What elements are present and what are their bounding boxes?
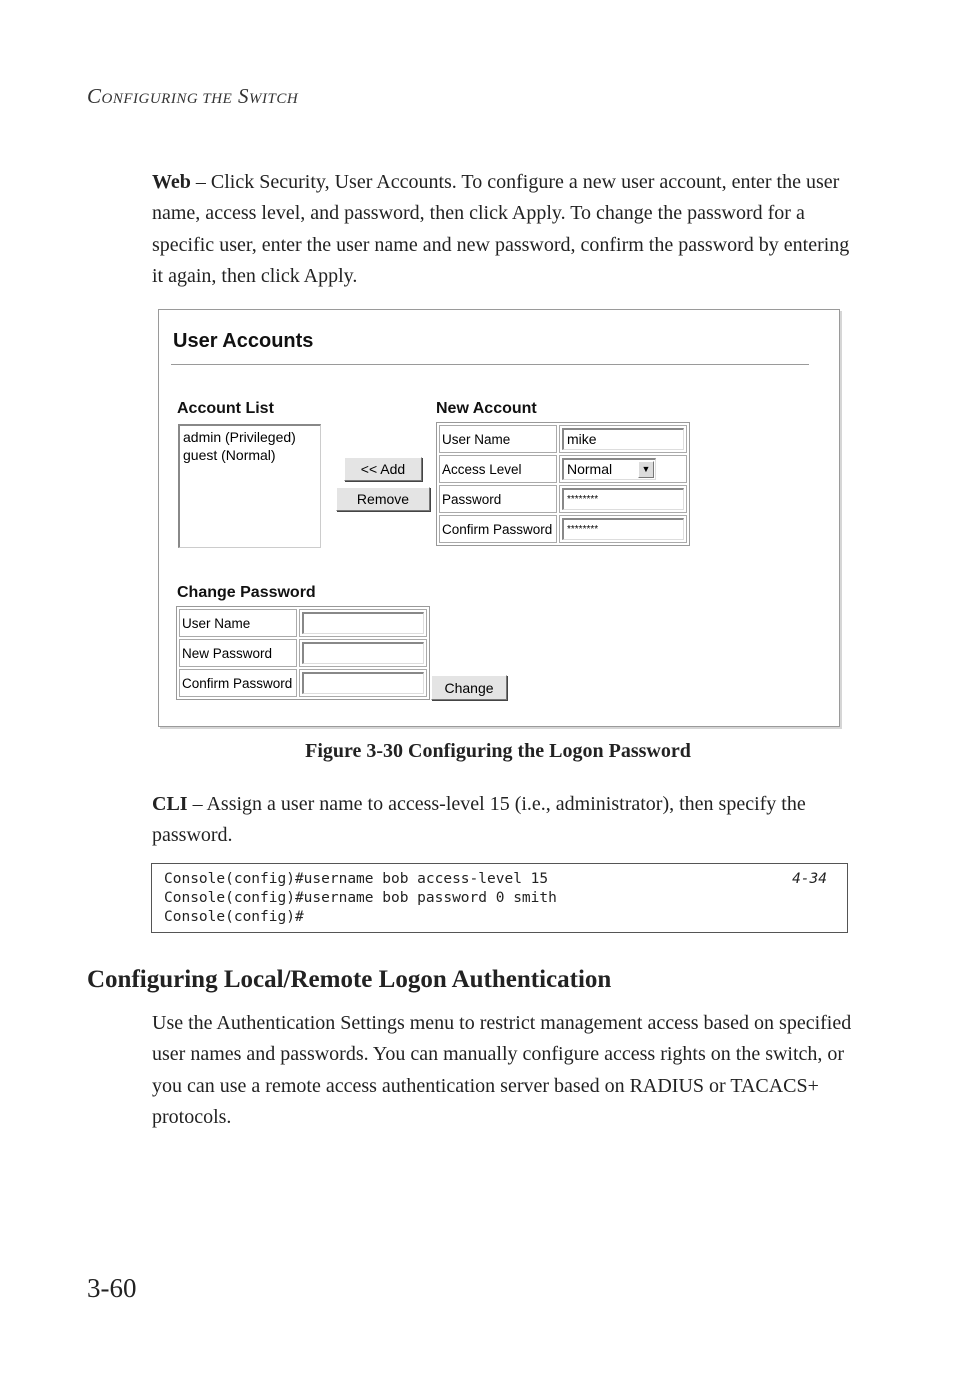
- change-button[interactable]: Change: [431, 675, 507, 700]
- list-item[interactable]: guest (Normal): [183, 447, 276, 463]
- user-accounts-screenshot: [158, 309, 840, 727]
- change-user-name-label: User Name: [179, 609, 297, 637]
- cli-lead: CLI: [152, 793, 188, 815]
- new-confirm-password-label: Confirm Password: [439, 515, 557, 543]
- add-button[interactable]: << Add: [344, 457, 422, 481]
- auth-paragraph: Use the Authentication Settings menu to restrict management access based on specified user names and passwords. You can manually configure access rights on the switch, or you can use a remote access authentication server based on RADIUS or TACACS+ protocols.: [152, 1012, 852, 1128]
- account-list-box[interactable]: [178, 424, 321, 548]
- change-confirm-password-label: Confirm Password: [179, 669, 297, 697]
- list-item[interactable]: admin (Privileged): [183, 429, 296, 445]
- screenshot-title: User Accounts: [173, 330, 314, 352]
- new-user-name-input[interactable]: mike: [562, 428, 684, 450]
- code-line: Console(config)#: [164, 909, 304, 925]
- access-level-label: Access Level: [439, 455, 557, 483]
- new-confirm-password-input[interactable]: ********: [562, 518, 684, 540]
- change-new-password-input[interactable]: [302, 642, 424, 664]
- code-block: [151, 863, 848, 933]
- section-heading: Configuring Local/Remote Logon Authentication: [87, 966, 612, 993]
- account-list-label: Account List: [177, 400, 274, 417]
- page-number: 3-60: [87, 1273, 137, 1303]
- change-confirm-password-input[interactable]: [302, 672, 424, 694]
- change-password-table: [176, 606, 430, 700]
- code-line: Console(config)#username bob password 0 smith: [164, 890, 557, 906]
- title-divider: [171, 364, 809, 365]
- new-account-table: [436, 422, 690, 546]
- web-lead: Web: [152, 171, 191, 193]
- new-user-name-label: User Name: [439, 425, 557, 453]
- running-header: CONFIGURING THE SWITCH: [87, 84, 299, 108]
- cli-paragraph: CLI – Assign a user name to access-level 15 (i.e., administrator), then specify the password.: [152, 793, 806, 847]
- remove-button[interactable]: Remove: [336, 487, 430, 511]
- new-password-input[interactable]: ********: [562, 488, 684, 510]
- page-reference: 4-34: [792, 871, 827, 887]
- change-new-password-label: New Password: [179, 639, 297, 667]
- access-level-select[interactable]: Normal ▼: [562, 458, 656, 480]
- change-user-name-input[interactable]: [302, 612, 424, 634]
- new-password-label: Password: [439, 485, 557, 513]
- web-paragraph: Web – Click Security, User Accounts. To configure a new user account, enter the user name, access level, and password, then click Apply. To change the password for a specific user, enter the user name and new password, confirm the password by entering it again, then click Apply.: [152, 171, 850, 287]
- dropdown-arrow-icon[interactable]: ▼: [638, 461, 654, 478]
- change-password-label: Change Password: [177, 584, 316, 601]
- new-account-label: New Account: [436, 400, 537, 417]
- code-line: Console(config)#username bob access-level 15: [164, 871, 549, 887]
- figure-caption: Figure 3-30 Configuring the Logon Password: [305, 740, 691, 762]
